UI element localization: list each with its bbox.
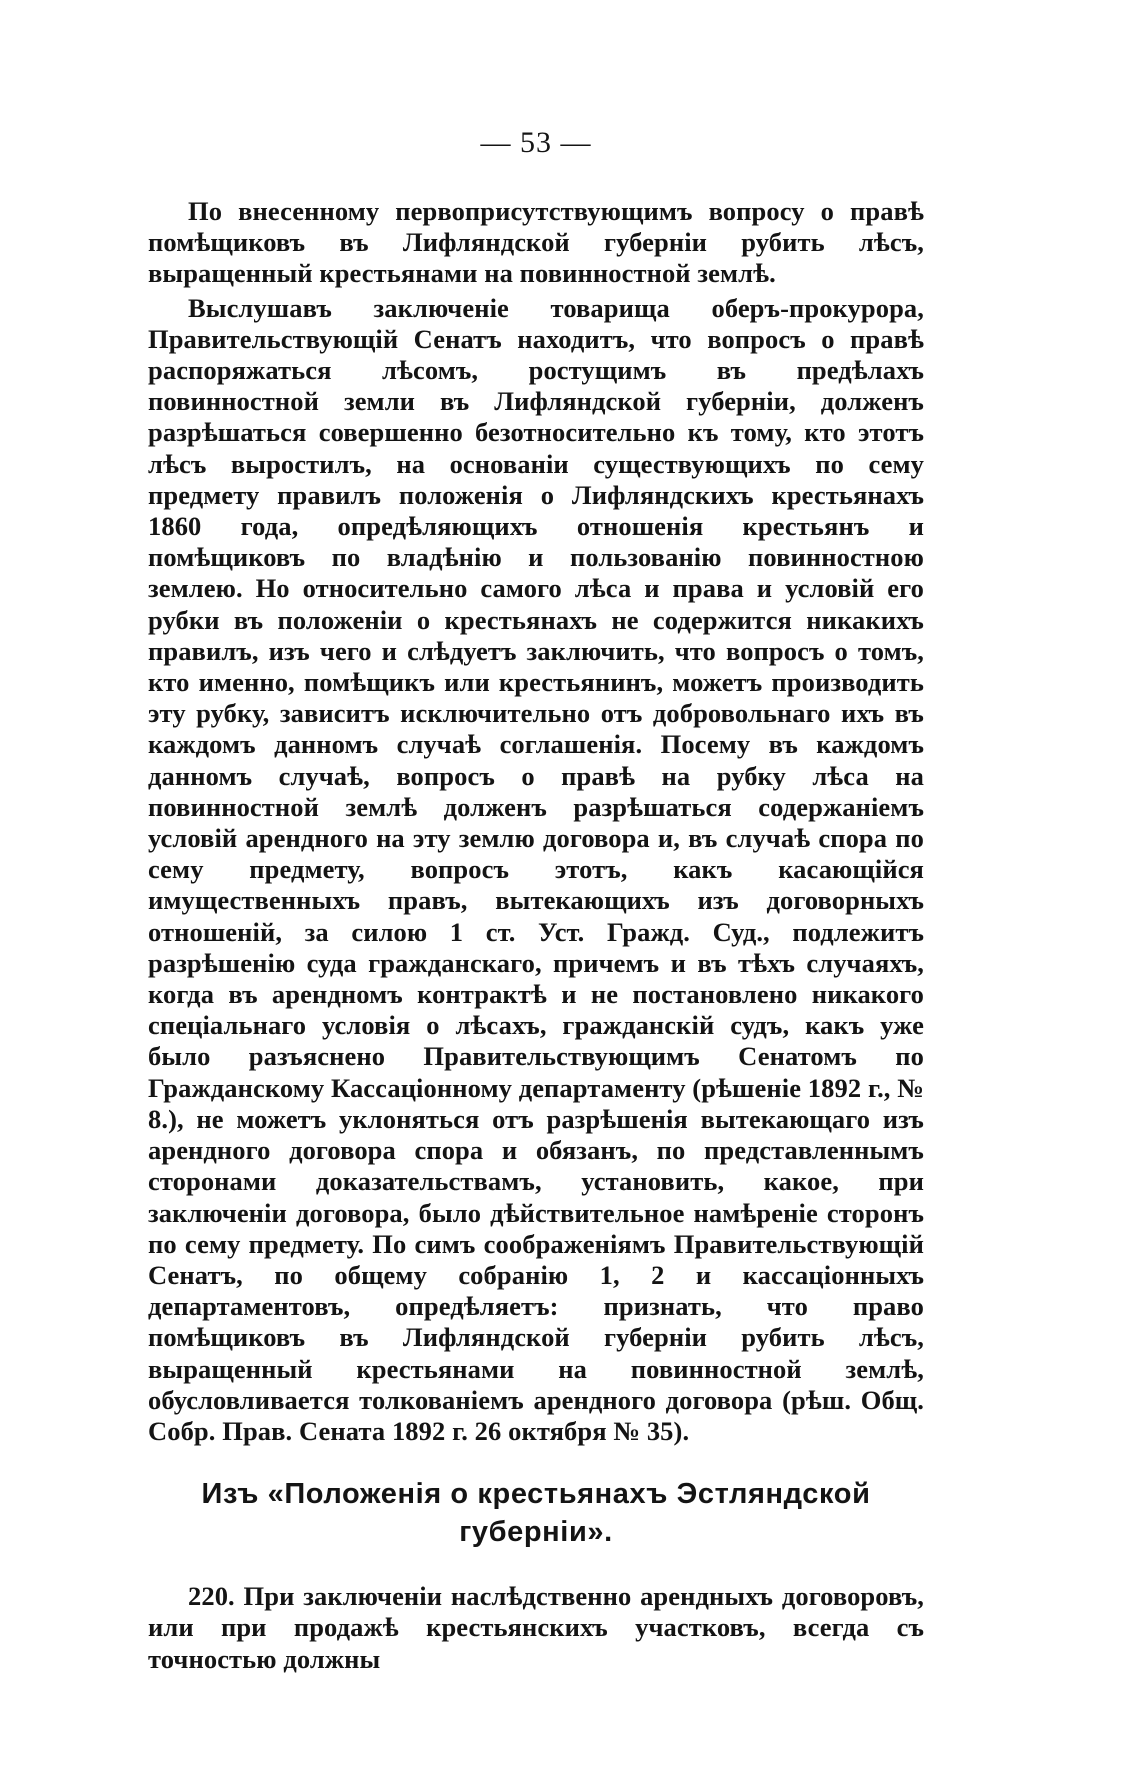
section-heading: Изъ «Положенія о крестьянахъ Эстляндской губерніи». [201, 1478, 871, 1549]
document-page [148, 126, 924, 1675]
article-paragraph: 220. При заключеніи наслѣдственно арендныхъ договоровъ, или при продажѣ крестьянскихъ участковъ, всегда съ точностью должны [148, 1581, 924, 1674]
resolution-paragraph: Выслушавъ заключеніе товарища оберъ-прокурора, Правительствующій Сенатъ находитъ, что вопросъ о правѣ распоряжаться лѣсомъ, ростущимъ въ предѣлахъ повинностной земли въ Лифляндской губерніи, долженъ разрѣшаться совершенно безотносительно къ тому, кто этотъ лѣсъ выростилъ, на основаніи существующихъ по сему предмету правилъ положенія о Лифляндскихъ крестьянахъ 1860 года, опредѣляющихъ отношенія крестьянъ и помѣщиковъ по владѣнію и пользованію повинностною землею. Но относительно самого лѣса и права и условій его рубки въ положеніи о крестьянахъ не содержится никакихъ правилъ, изъ чего и слѣдуетъ заключить, что вопросъ о томъ, кто именно, помѣщикъ или крестьянинъ, можетъ производить эту рубку, зависитъ исключительно отъ добровольнаго ихъ въ каждомъ данномъ случаѣ соглашенія. Посему въ каждомъ данномъ случаѣ, вопросъ о правѣ на рубку лѣса на повинностной землѣ долженъ разрѣшаться содержаніемъ условій арендного на эту землю договора и, въ случаѣ спора по сему предмету, вопросъ этотъ, какъ касающійся имущественныхъ правъ, вытекающихъ изъ договорныхъ отношеній, за силою 1 ст. Уст. Гражд. Суд., подлежитъ разрѣшенію суда гражданскаго, причемъ и въ тѣхъ случаяхъ, когда въ арендномъ контрактѣ и не постановлено никакого спеціальнаго условія о лѣсахъ, гражданскій судъ, какъ уже было разъяснено Правительствующимъ Сенатомъ по Гражданскому Кассаціонному департаменту (рѣшеніе 1892 г., № 8.), не можетъ уклоняться отъ разрѣшенія вытекающаго изъ арендного договора спора и обязанъ, по представленнымъ сторонами доказательствамъ, установить, какое, при заключеніи договора, было дѣйствительное намѣреніе сторонъ по сему предмету. По симъ соображеніямъ Правительствующій Сенатъ, по общему собранію 1, 2 и кассаціонныхъ департаментовъ, опредѣляетъ: признать, что право помѣщиковъ въ Лифляндской губерніи рубить лѣсъ, выращенный крестьянами на повинностной землѣ, обусловливается толкованіемъ арендного договора (рѣш. Общ. Собр. Прав. Сената 1892 г. 26 октября № 35). [148, 292, 924, 1446]
page-number: — 53 — [480, 126, 592, 159]
question-paragraph: По внесенному первоприсутствующимъ вопросу о правѣ помѣщиковъ въ Лифляндской губерніи рубить лѣсъ, выращенный крестьянами на повинностной землѣ. [148, 196, 924, 289]
